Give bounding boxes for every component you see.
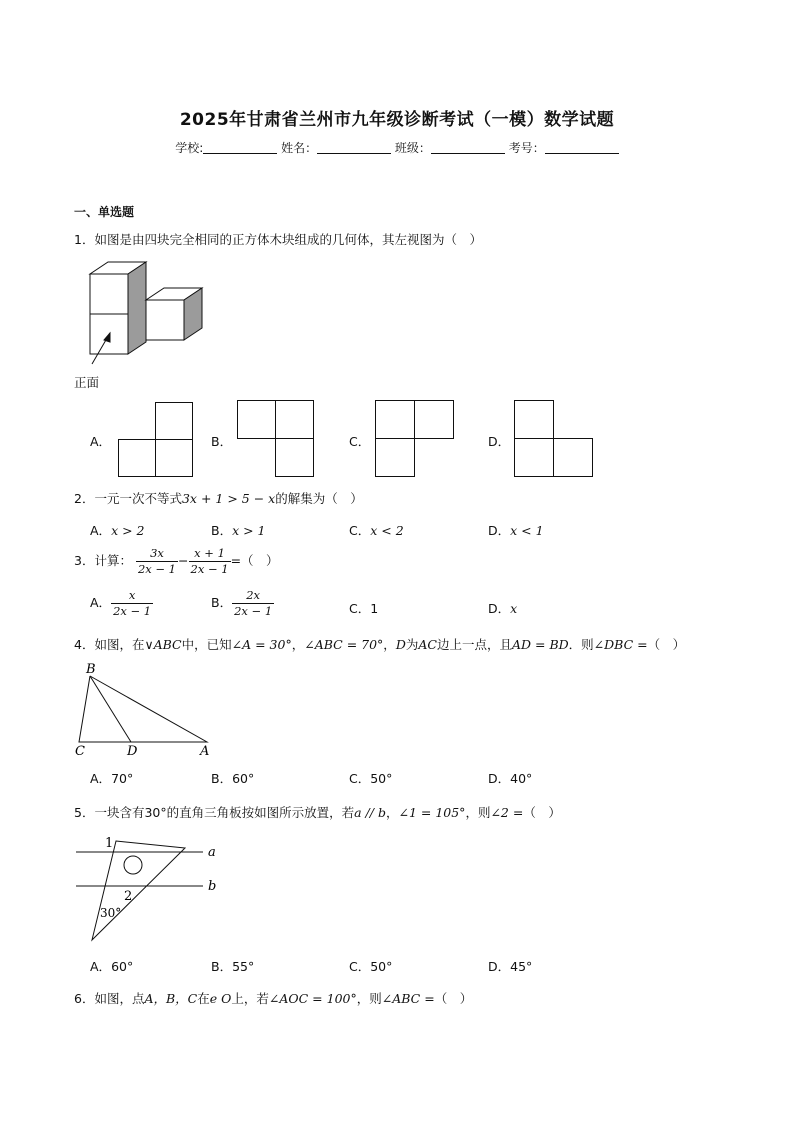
student-info-line <box>0 139 794 156</box>
q3-option-d[interactable] <box>488 599 517 617</box>
q4-sep-2: ， <box>383 637 396 652</box>
q3-option-c-letter: C． <box>349 601 371 616</box>
q4-cond-1: ∠A = 30° <box>231 637 292 652</box>
q3-option-d-letter: D． <box>488 601 511 616</box>
q3-frac1-num: 3x <box>136 546 178 562</box>
q3-fraction-1 <box>136 546 178 577</box>
q6-text-4: ，则 <box>356 991 382 1006</box>
q1-option-c-figure[interactable] <box>374 399 456 479</box>
q3-option-b-fraction <box>232 588 274 619</box>
q1-front-label: 正面 <box>74 375 100 390</box>
question-1-stem: 1．如图是由四块完全相同的正方体木块组成的几何体，其左视图为（ ） <box>74 232 482 247</box>
q1-option-c-letter[interactable]: C． <box>349 434 371 449</box>
q5-angle: 30° <box>144 805 167 820</box>
q1-option-d-letter[interactable]: D． <box>488 434 511 449</box>
q3-frac2-num: x + 1 <box>189 546 231 562</box>
q3-option-d-text: x <box>510 601 518 616</box>
q2-suffix: 的解集为（ ） <box>275 491 363 506</box>
q5-parallel: a // b <box>354 805 386 820</box>
q3-option-a-num: x <box>111 588 153 604</box>
name-blank <box>317 141 391 154</box>
q6-text-2: 在 <box>197 991 210 1006</box>
q6-circle: e O <box>209 991 232 1006</box>
q6-cond: ∠AOC = 100° <box>268 991 357 1006</box>
q5-option-d-text: 45° <box>510 959 533 974</box>
q4-option-a-letter: A． <box>90 771 112 786</box>
q3-option-a-letter: A． <box>90 595 112 610</box>
q3-option-a-den: 2x − 1 <box>113 604 152 618</box>
q4-text-2: 中，已知 <box>181 637 232 652</box>
q3-suffix: =（ ） <box>230 553 279 568</box>
q1-side-face-left-column <box>128 262 146 354</box>
q3-option-a-fraction <box>111 588 153 619</box>
q5-angle-2-label: 2 <box>124 889 133 904</box>
q4-cond-3: AD = BD <box>511 637 569 652</box>
q5-30-degree-label: 30° <box>100 906 122 920</box>
q3-minus: − <box>178 553 189 568</box>
q5-cond: ∠1 = 105° <box>398 805 466 820</box>
section-title: 一、单选题 <box>74 205 135 219</box>
q4-label-b: B <box>86 662 96 677</box>
exam-no-label: 考号： <box>508 141 545 155</box>
q2-option-a-text: x > 2 <box>111 523 145 538</box>
question-3-stem <box>74 546 279 577</box>
q4-option-b-letter: B． <box>211 771 233 786</box>
q5-line-a-label: a <box>208 845 216 860</box>
q5-option-a-letter: A． <box>90 959 112 974</box>
q1-option-b-figure[interactable] <box>236 399 316 479</box>
exam-no-blank <box>545 141 619 154</box>
q4-sep-1: ， <box>291 637 305 652</box>
q2-option-b-letter: B． <box>211 523 233 538</box>
q2-option-a-letter: A． <box>90 523 112 538</box>
q4-option-b-text: 60° <box>232 771 255 786</box>
q4-text-5: ．则 <box>568 637 594 652</box>
q3-option-a[interactable] <box>90 588 153 619</box>
q4-cond-2: ∠ABC = 70° <box>304 637 384 652</box>
q5-option-c-text: 50° <box>370 959 393 974</box>
q4-option-c[interactable] <box>349 769 392 787</box>
q5-option-d-letter: D． <box>488 959 511 974</box>
q5-triangle-figure <box>72 828 222 946</box>
class-label: 班级： <box>394 141 431 155</box>
school-blank <box>203 141 277 154</box>
q2-option-a[interactable] <box>90 521 145 539</box>
q3-option-b-letter: B． <box>211 595 233 610</box>
q5-text-3: ，则 <box>465 805 491 820</box>
q3-option-b[interactable] <box>211 588 274 619</box>
q4-option-a[interactable] <box>90 769 133 787</box>
q3-option-c-text: 1 <box>370 601 379 616</box>
q5-text-4: （ ） <box>523 805 561 820</box>
name-label: 姓名： <box>281 141 318 155</box>
question-2-stem <box>74 489 363 507</box>
q6-text-1: 6．如图，点 <box>74 991 145 1006</box>
q6-points: A，B，C <box>144 991 198 1006</box>
q5-option-b[interactable] <box>211 957 254 975</box>
q4-option-c-text: 50° <box>370 771 393 786</box>
q2-option-c-text: x < 2 <box>370 523 404 538</box>
q5-text-2: 的直角三角板按如图所示放置，若 <box>166 805 355 820</box>
q5-ask: ∠2 = <box>490 805 524 820</box>
q4-side-ac: AC <box>418 637 437 652</box>
q4-option-c-letter: C． <box>349 771 371 786</box>
class-blank <box>431 141 505 154</box>
q3-frac2-den: 2x − 1 <box>190 562 229 576</box>
page-title: 2025年甘肃省兰州市九年级诊断考试（一模）数学试题 <box>179 110 615 130</box>
q3-fraction-2 <box>189 546 231 577</box>
q4-ask: ∠DBC = <box>593 637 648 652</box>
q3-option-b-den: 2x − 1 <box>234 604 273 618</box>
q1-option-b-letter[interactable]: B． <box>211 434 233 449</box>
q5-option-a[interactable] <box>90 957 133 975</box>
q2-option-b-text: x > 1 <box>232 523 266 538</box>
q2-expression: 3x + 1 > 5 − x <box>181 491 276 506</box>
q2-option-c[interactable] <box>349 521 404 539</box>
q1-option-a-figure[interactable] <box>117 401 195 479</box>
q3-option-b-num: 2x <box>232 588 274 604</box>
q5-angle-1-label: 1 <box>105 836 114 851</box>
q5-option-b-letter: B． <box>211 959 233 974</box>
q5-line-b-label: b <box>208 879 217 894</box>
q6-text-5: （ ） <box>434 991 473 1006</box>
q4-option-a-text: 70° <box>111 771 134 786</box>
school-label: 学校: <box>175 141 204 155</box>
q5-text-1: 5．一块含有 <box>74 805 145 820</box>
q4-text-6: （ ） <box>647 637 686 652</box>
q4-text-3: 为 <box>405 637 419 652</box>
q2-option-b[interactable] <box>211 521 266 539</box>
q2-option-d-letter: D． <box>488 523 511 538</box>
q5-option-a-text: 60° <box>111 959 134 974</box>
q5-sep: ， <box>385 805 399 820</box>
q4-option-b[interactable] <box>211 769 254 787</box>
q4-option-d-text: 40° <box>510 771 533 786</box>
q1-option-a-letter[interactable]: A． <box>90 434 112 449</box>
q4-point-d: D <box>395 637 406 652</box>
q4-label-a: A <box>200 744 210 759</box>
q2-prefix: 2．一元一次不等式 <box>74 491 182 506</box>
q2-option-d[interactable] <box>488 521 544 539</box>
q4-label-c: C <box>75 744 85 759</box>
q3-prefix: 3．计算： <box>74 553 132 568</box>
q3-frac1-den: 2x − 1 <box>137 562 177 576</box>
q4-triangle: ∨ABC <box>144 637 182 652</box>
q2-option-d-text: x < 1 <box>510 523 544 538</box>
q4-option-d[interactable] <box>488 769 532 787</box>
q5-option-b-text: 55° <box>232 959 255 974</box>
q5-option-c-letter: C． <box>349 959 371 974</box>
q4-text-1: 4．如图，在 <box>74 637 145 652</box>
q2-option-c-letter: C． <box>349 523 371 538</box>
question-6-stem <box>74 989 472 1007</box>
q3-option-c[interactable] <box>349 599 378 617</box>
q4-text-4: 边上一点，且 <box>436 637 512 652</box>
q5-option-c[interactable] <box>349 957 392 975</box>
q4-label-d: D <box>127 744 138 759</box>
question-4-stem <box>74 635 685 653</box>
q6-text-3: 上，若 <box>231 991 269 1006</box>
q4-triangle-figure <box>70 660 215 760</box>
q1-option-d-figure[interactable] <box>513 399 595 479</box>
q4-option-d-letter: D． <box>488 771 511 786</box>
question-5-stem <box>74 803 561 821</box>
q6-ask: ∠ABC = <box>381 991 435 1006</box>
q5-option-d[interactable] <box>488 957 532 975</box>
